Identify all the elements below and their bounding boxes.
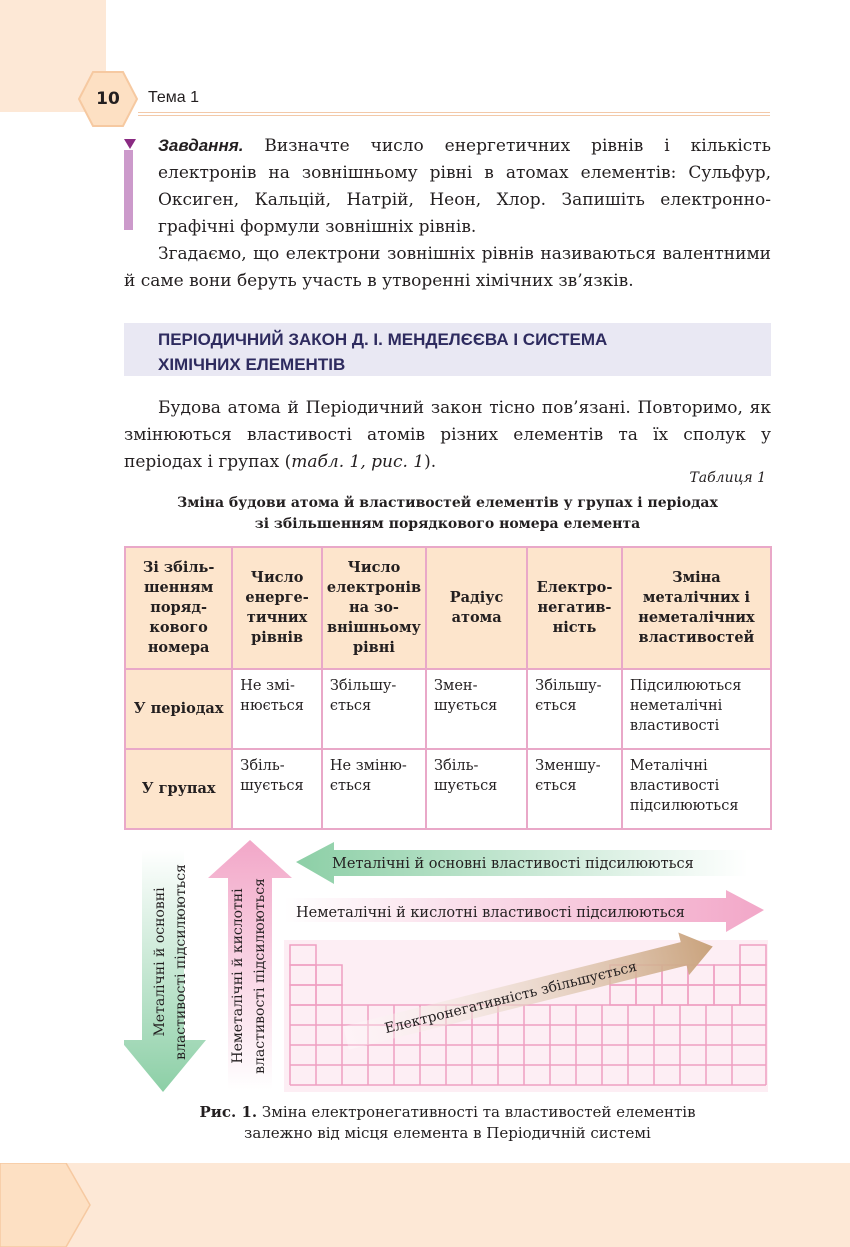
table-cell: Збіль-шується <box>232 749 322 829</box>
page-number: 10 <box>96 89 120 109</box>
table-header-row <box>125 547 771 669</box>
task-marker-icon <box>123 137 137 151</box>
figure-caption-line1 <box>124 1102 771 1123</box>
arrow-up-pink <box>208 840 292 1090</box>
arrow-left-label: Металічні й основні властивості підсилюються <box>332 856 694 872</box>
paragraph-valence: Згадаємо, що електрони зовнішніх рівнів називаються валентними й саме вони беруть участь в утворенні хімічних зв’язків. <box>124 244 771 291</box>
task-paragraph <box>158 132 771 241</box>
table-header-cell: Число електронів на зо-внішньому рівні <box>322 547 426 669</box>
footer-band <box>0 1163 850 1247</box>
section-title <box>158 327 758 377</box>
table-cell: Металічні властивості підсилюються <box>622 749 771 829</box>
table-row-header: У групах <box>125 749 232 829</box>
footer-tab <box>0 1163 92 1247</box>
arrow-up-label-2: властивості підсилюються <box>252 878 268 1074</box>
table-cell: Збіль-шується <box>426 749 527 829</box>
paragraph-intro-end: ). <box>424 452 437 472</box>
task-text: Визначте число енергетичних рівнів і кількість електронів на зовнішньому рівні в атомах елементів: Сульфур, Оксиген, Кальцій, Натрій, Неон, Хлор. Запишіть електроннографічні формули зовнішніх рівнів. <box>158 136 771 237</box>
section-title-line2: ХІМІЧНИХ ЕЛЕМЕНТІВ <box>158 355 346 374</box>
table-cell: Не змі-нюється <box>232 669 322 749</box>
paragraph-intro <box>124 395 771 476</box>
header-rule <box>138 115 770 116</box>
arrow-right-label: Неметалічні й кислотні властивості підсилюються <box>296 905 685 921</box>
table-header-cell: Радіус атома <box>426 547 527 669</box>
arrow-down-label-1: Металічні й основні <box>152 887 168 1037</box>
arrow-diagonal-label: Електронегативність збільшується <box>383 958 639 1038</box>
table-row-header: У періодах <box>125 669 232 749</box>
arrow-down-label-2: властивості підсилюються <box>173 864 189 1060</box>
topic-label: Тема 1 <box>148 89 200 106</box>
table-label: Таблиця 1 <box>689 470 766 486</box>
header-rule <box>138 112 770 113</box>
figure-caption-label: Рис. 1. <box>199 1103 258 1121</box>
figure-caption <box>124 1102 771 1144</box>
table-caption-line2: зі збільшенням порядкового номера елемента <box>254 516 641 532</box>
paragraph-intro-text: Будова атома й Періодичний закон тісно пов’язані. Повторимо, як змінюються властивості атомів різних елементів та їх сполук у періодах і групах ( <box>124 398 771 472</box>
figure-caption-line2: залежно від місця елемента в Періодичній системі <box>244 1124 651 1142</box>
section-title-line1: ПЕРІОДИЧНИЙ ЗАКОН Д. І. МЕНДЕЛЄЄВА І СИСТЕМА <box>158 330 608 349</box>
paragraph-intro-ref: табл. 1, рис. 1 <box>291 452 425 472</box>
table-cell: Підсилюються неметалічні властивості <box>622 669 771 749</box>
table-row <box>125 749 771 829</box>
arrow-up-label-1: Неметалічні й кислотні <box>230 888 246 1064</box>
table-cell: Зменшу-ється <box>527 749 622 829</box>
table-row <box>125 669 771 749</box>
table-caption-line1: Зміна будови атома й властивостей елементів у групах і періодах <box>177 495 718 511</box>
table-header-cell: Число енерге-тичних рівнів <box>232 547 322 669</box>
table-header-cell: Зі збіль-шенням поряд-кового номера <box>125 547 232 669</box>
properties-table <box>124 546 772 830</box>
table-cell: Змен-шується <box>426 669 527 749</box>
task-sidebar <box>124 150 133 230</box>
table-header-cell: Зміна металічних і неметалічних властивостей <box>622 547 771 669</box>
table-cell: Не зміню-ється <box>322 749 426 829</box>
periodic-trends-figure <box>124 840 772 1102</box>
table-caption <box>124 493 771 535</box>
table-cell: Збільшу-ється <box>527 669 622 749</box>
table-header-cell: Електро-негатив-ність <box>527 547 622 669</box>
table-cell: Збільшу-ється <box>322 669 426 749</box>
task-label: Завдання. <box>158 136 244 155</box>
figure-caption-text: Зміна електронегативності та властивостей елементів <box>257 1103 696 1121</box>
